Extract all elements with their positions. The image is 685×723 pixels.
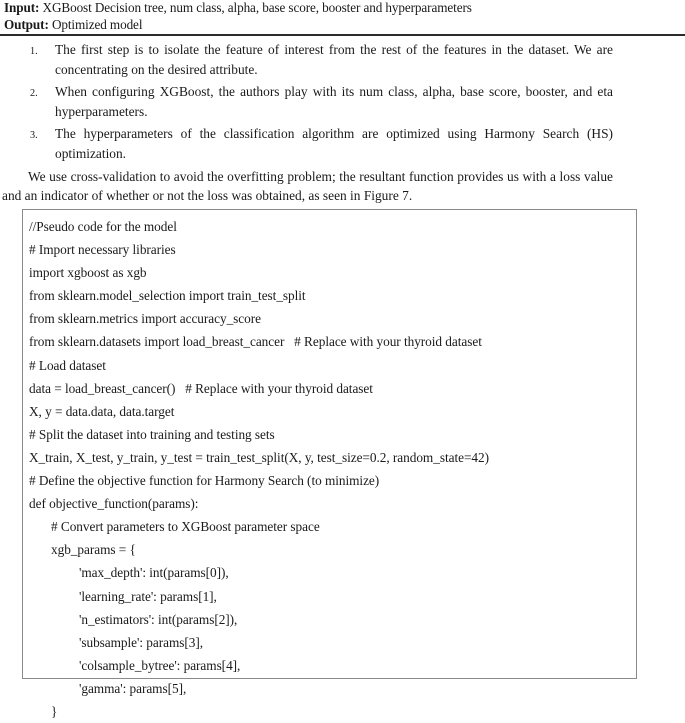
code-line: def objective_function(params): — [29, 496, 199, 512]
step-text: The hyperparameters of the classification algorithm are optimized using Harmony Search (HS) optimization. — [55, 126, 613, 161]
code-line: data = load_breast_cancer() # Replace with your thyroid dataset — [29, 380, 373, 396]
algorithm-input-line — [4, 0, 679, 17]
code-line: //Pseudo code for the model — [29, 219, 177, 234]
code-line: # Define the objective function for Harmony Search (to minimize) — [29, 473, 380, 489]
code-line: from sklearn.metrics import accuracy_score — [29, 311, 261, 327]
list-item — [30, 124, 613, 163]
code-line: # Import necessary libraries — [29, 242, 176, 258]
code-line: xgb_params = { — [51, 542, 136, 558]
code-line: } — [51, 703, 58, 719]
code-line: 'n_estimators': int(params[2]), — [79, 611, 238, 627]
code-line: 'subsample': params[3], — [79, 634, 204, 650]
step-number: 3. — [30, 130, 38, 142]
algorithm-output-label: Output: — [4, 16, 49, 32]
code-line: from sklearn.model_selection import train_test_split — [29, 288, 306, 304]
code-line: X, y = data.data, data.target — [29, 403, 175, 419]
algorithm-input-text: XGBoost Decision tree, num class, alpha, base score, booster and hyperparameters — [42, 0, 472, 15]
code-line: # Split the dataset into training and testing sets — [29, 426, 275, 442]
code-line: # Convert parameters to XGBoost parameter space — [51, 519, 320, 535]
algorithm-step-list — [0, 36, 685, 164]
code-line: import xgboost as xgb — [29, 265, 147, 281]
code-line: 'max_depth': int(params[0]), — [79, 565, 229, 581]
code-line: 'gamma': params[5], — [79, 680, 187, 696]
code-line: 'learning_rate': params[1], — [79, 588, 217, 604]
body-paragraph: We use cross-validation to avoid the overfitting problem; the resultant function provides us with a loss value and an indicator of whether or not the loss was obtained, as seen in Figure 7. — [2, 168, 613, 204]
algorithm-output-text: Optimized model — [51, 16, 143, 32]
step-text: When configuring XGBoost, the authors play with its num class, alpha, base score, booster, and eta hyperparameters. — [55, 84, 613, 119]
step-number: 2. — [30, 88, 38, 100]
list-item — [30, 82, 613, 121]
pseudocode-box — [22, 209, 637, 719]
code-line: X_train, X_test, y_train, y_test = train_test_split(X, y, test_size=0.2, random_state=42) — [29, 449, 489, 465]
list-item — [30, 40, 613, 79]
pseudocode-lines — [23, 210, 636, 723]
step-number: 1. — [30, 46, 38, 57]
code-line: from sklearn.datasets import load_breast_cancer # Replace with your thyroid dataset — [29, 334, 482, 350]
step-text: The first step is to isolate the feature of interest from the rest of the features in the dataset. We are concentrating on the desired attribute. — [55, 42, 613, 77]
algorithm-output-line — [4, 17, 679, 34]
code-line: # Load dataset — [29, 357, 106, 373]
algorithm-header — [0, 0, 685, 33]
code-line: 'colsample_bytree': params[4], — [79, 657, 241, 673]
algorithm-input-label: Input: — [4, 0, 40, 15]
